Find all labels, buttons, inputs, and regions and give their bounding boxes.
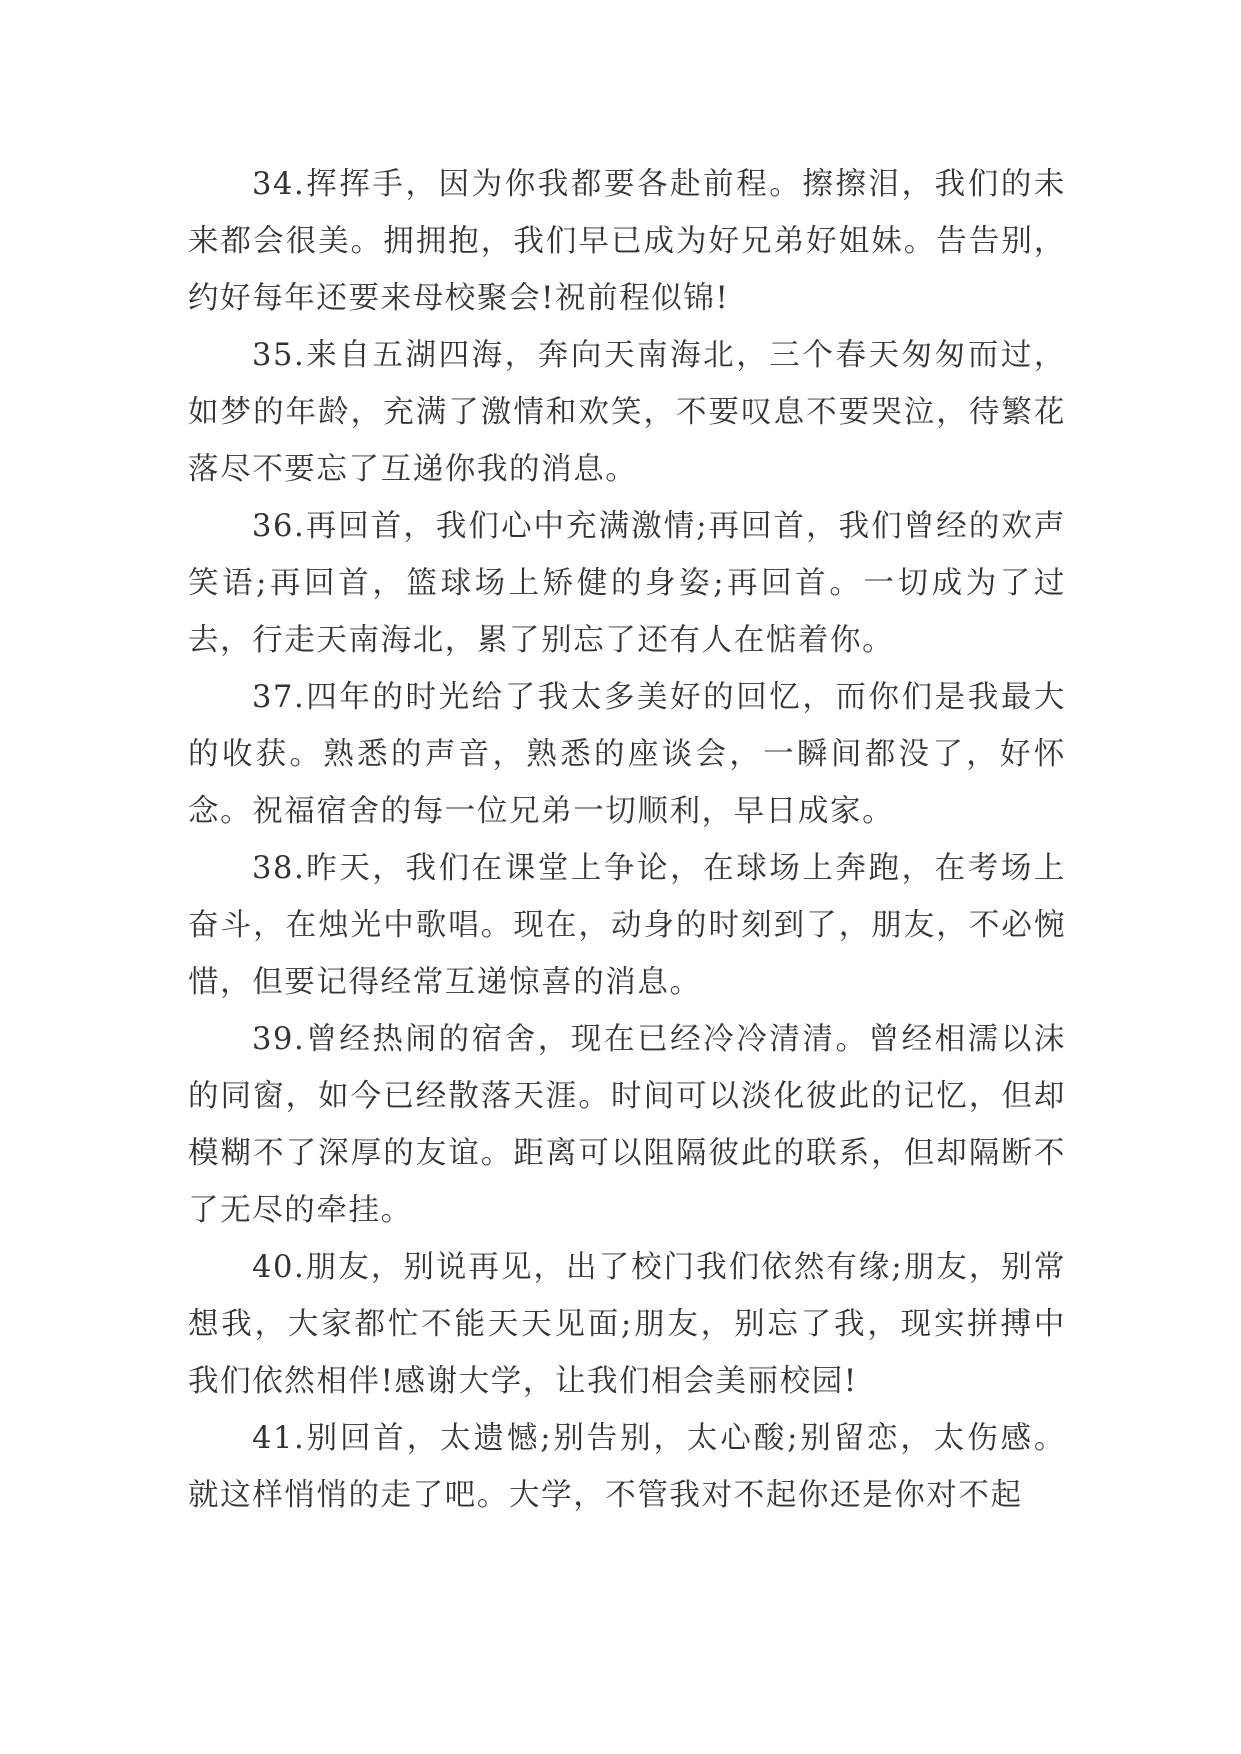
paragraph-36: 36.再回首，我们心中充满激情;再回首，我们曾经的欢声笑语;再回首，篮球场上矫健的身姿;再回首。一切成为了过去，行走天南海北，累了别忘了还有人在惦着你。 xyxy=(188,509,1066,658)
paragraph-39: 39.曾经热闹的宿舍，现在已经冷冷清清。曾经相濡以沫的同窗，如今已经散落天涯。时间可以淡化彼此的记忆，但却模糊不了深厚的友谊。距离可以阻隔彼此的联系，但却隔断不了无尽的牵挂。 xyxy=(188,1022,1066,1228)
document-body xyxy=(188,156,1066,1524)
paragraph-34: 34.挥挥手，因为你我都要各赴前程。擦擦泪，我们的未来都会很美。拥拥抱，我们早已成为好兄弟好姐妹。告告别，约好每年还要来母校聚会!祝前程似锦! xyxy=(188,167,1066,316)
paragraph-37: 37.四年的时光给了我太多美好的回忆，而你们是我最大的收获。熟悉的声音，熟悉的座谈会，一瞬间都没了，好怀念。祝福宿舍的每一位兄弟一切顺利，早日成家。 xyxy=(188,680,1066,829)
paragraph-38: 38.昨天，我们在课堂上争论，在球场上奔跑，在考场上奋斗，在烛光中歌唱。现在，动身的时刻到了，朋友，不必惋惜，但要记得经常互递惊喜的消息。 xyxy=(188,851,1066,1000)
paragraph-40: 40.朋友，别说再见，出了校门我们依然有缘;朋友，别常想我，大家都忙不能天天见面;朋友，别忘了我，现实拼搏中我们依然相伴!感谢大学，让我们相会美丽校园! xyxy=(188,1250,1066,1399)
paragraph-41: 41.别回首，太遗憾;别告别，太心酸;别留恋，太伤感。就这样悄悄的走了吧。大学，不管我对不起你还是你对不起 xyxy=(188,1421,1066,1513)
paragraph-35: 35.来自五湖四海，奔向天南海北，三个春天匆匆而过，如梦的年龄，充满了激情和欢笑，不要叹息不要哭泣，待繁花落尽不要忘了互递你我的消息。 xyxy=(188,338,1066,487)
